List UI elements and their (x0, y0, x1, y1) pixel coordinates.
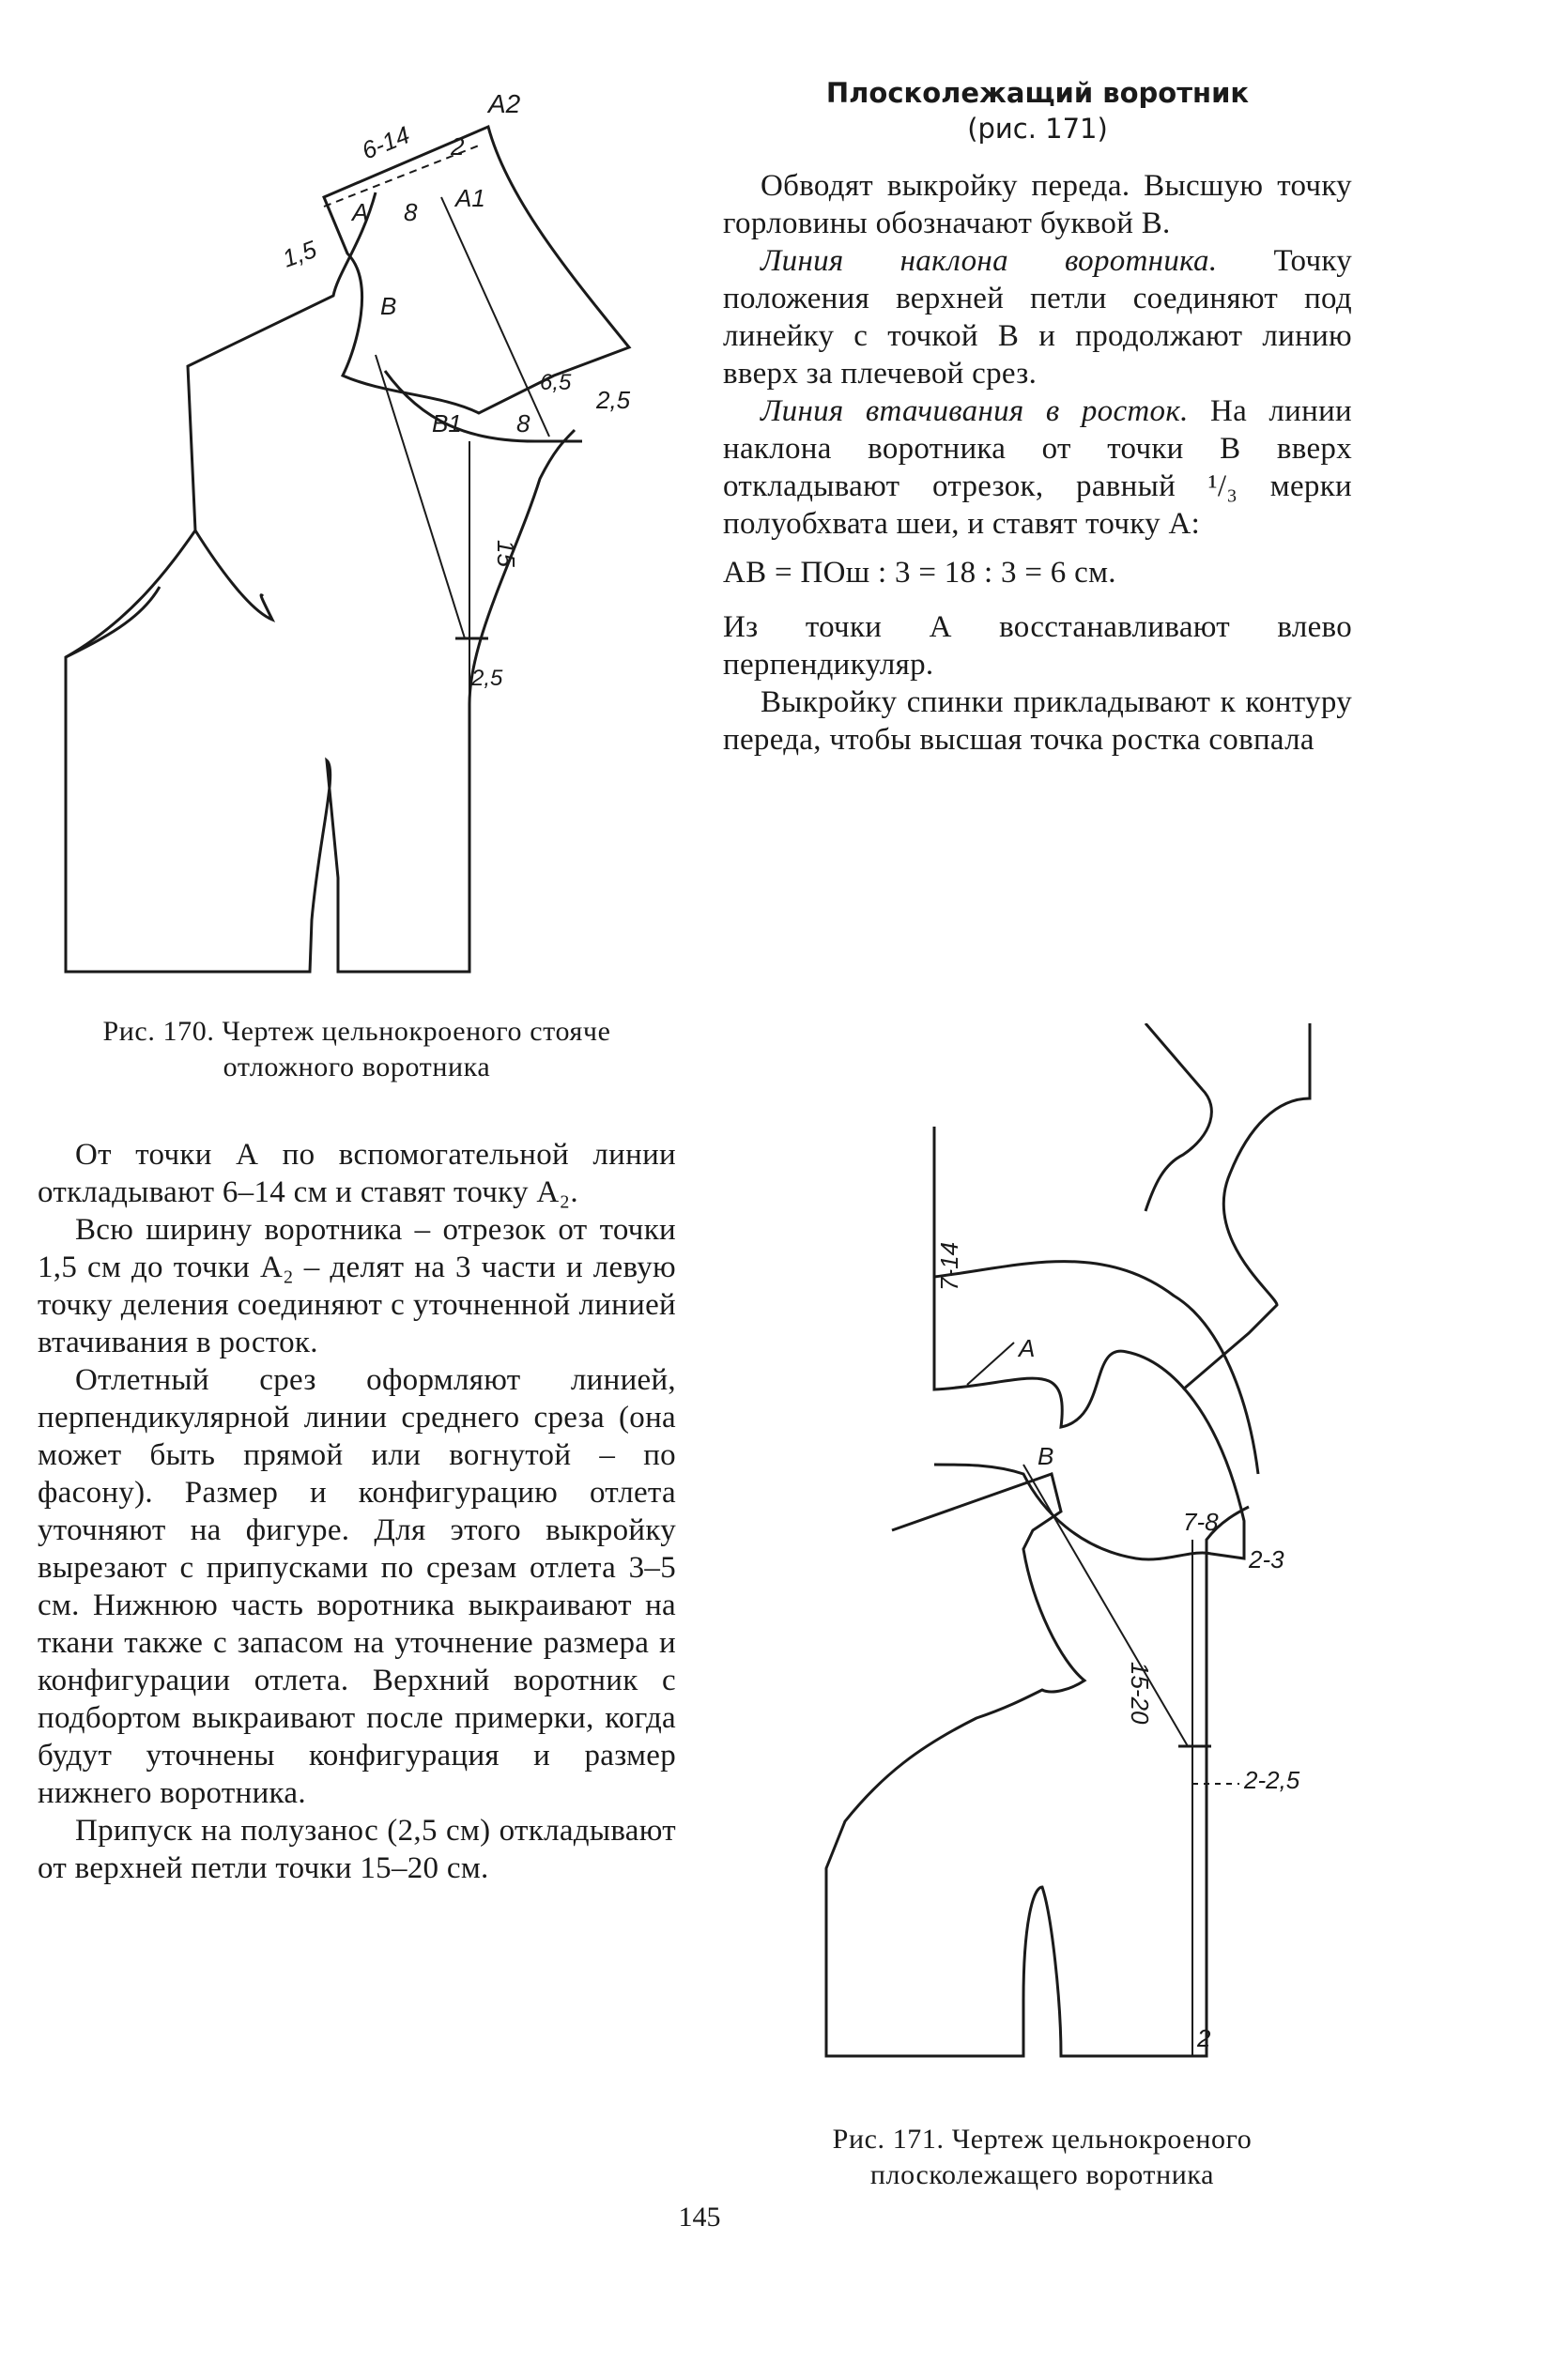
fig170-label-eight-mid: 8 (516, 409, 530, 437)
paragraph: Выкройку спинки прикладывают к контуру переда, чтобы высшая точка ростка совпала (723, 685, 1352, 757)
section-subheading: (рис. 171) (967, 113, 1108, 145)
paragraph-body: На линии наклона воротника от точки В вверх откладывают отрезок, равный ¹/₃ мерки полуобхвата шеи, и ставят точку А: (723, 394, 1352, 541)
paragraph: Обводят выкройку переда. Высшую точку горловины обозначают буквой В. (723, 169, 1352, 240)
fig171-front-outline (826, 1474, 1249, 2056)
fig170-slope-line (376, 355, 465, 638)
paragraph (723, 242, 1352, 392)
paragraph-title: Линия наклона воротника. (761, 244, 1218, 278)
figure-171-drawing (751, 1023, 1352, 2103)
fig171-slope-line (1023, 1465, 1188, 1746)
section-heading: Плосколежащий воротник (825, 77, 1250, 109)
figure-170-caption: Рис. 170. Чертеж цельнокроеного стояче отложного воротника (102, 1016, 611, 1082)
fig170-label-range: 6-14 (358, 120, 414, 165)
fig170-label-eight-top: 8 (404, 198, 418, 226)
fig170-collar-outline (324, 127, 629, 413)
fig171-label-b: В (1038, 1442, 1054, 1470)
fig170-label-a: А (352, 198, 369, 226)
fig170-label-two-five-right: 2,5 (596, 386, 631, 414)
fig170-label-two-five-low: 2,5 (471, 666, 503, 691)
fig170-side-cut (195, 530, 272, 620)
fig170-label-one-five: 1,5 (278, 235, 321, 273)
fig170-label-six-five: 6,5 (540, 370, 572, 395)
fig171-a-marker (967, 1343, 1014, 1385)
formula: АВ = ПОш : 3 = 18 : 3 = 6 см. (723, 556, 1116, 590)
fig171-label-seven-fourteen: 7-14 (935, 1241, 963, 1291)
paragraph: Припуск на полузанос (2,5 см) откладывают от верхней петли точки 15–20 см. (38, 1814, 676, 1885)
fig170-label-b: В (380, 292, 397, 320)
fig171-back-outline (1183, 1023, 1310, 1389)
fig170-label-a2: А2 (488, 89, 521, 118)
paragraph-title: Линия втачивания в росток. (761, 394, 1189, 428)
figure-170-drawing (28, 56, 714, 986)
fig171-label-fifteen-twenty: 15-20 (1126, 1662, 1154, 1725)
fig171-label-seven-eight: 7-8 (1183, 1508, 1219, 1536)
paragraph (723, 392, 1352, 543)
right-top-column (723, 75, 1352, 759)
right-top-body (723, 167, 1352, 759)
paragraph: Отлетный срез оформляют линией, перпендикулярной линии среднего среза (она может быть прямой или вогнутой – по фасону). Размер и конфигурацию отлета уточняют на фигуре. Для этого выкройку вырезают с припусками по срезам отлета 3–5 см. Нижнюю часть воротника выкраивают на ткани также с запасом на уточнение размера и конфигурации отлета. Верхний воротник с подбортом выкраивают после примерки, когда будут уточнены конфигурация и размер нижнего воротника. (38, 1363, 676, 1810)
fig170-label-fifteen: 15 (492, 540, 520, 567)
paragraph-body: Точку положения верхней петли соединяют под линейку с точкой В и продолжают линию вверх за плечевой срез. (723, 244, 1352, 391)
fig170-label-a1: А1 (455, 184, 485, 212)
fig171-back-yoke (1145, 1023, 1211, 1211)
fig170-label-two: 2 (451, 132, 465, 161)
fig171-label-a: А (1019, 1334, 1036, 1362)
paragraph: Всю ширину воротника – отрезок от точки 1,5 см до точки А₂ – делят на 3 части и левую точку деления соединяют с уточненной линией втачивания в росток. (38, 1213, 676, 1359)
fig170-armhole (66, 587, 160, 657)
fig170-aux-line (441, 197, 549, 437)
fig171-collar-outline (934, 1127, 1244, 1559)
paragraph: От точки А по вспомогательной линии откладывают 6–14 см и ставят точку А₂. (38, 1138, 676, 1209)
fig170-label-b1: В1 (432, 409, 462, 437)
fig171-label-two-three: 2-3 (1249, 1545, 1284, 1573)
paragraph: Из точки А восстанавливают влево перпендикуляр. (723, 610, 1352, 682)
fig171-label-two: 2 (1197, 2024, 1211, 2052)
page-number: 145 (678, 2202, 721, 2233)
figure-171-caption: Рис. 171. Чертеж цельнокроеного плосколежащего воротника (832, 2124, 1253, 2190)
left-bottom-column (38, 1136, 676, 1887)
fig171-label-two-two-five: 2-2,5 (1244, 1766, 1300, 1794)
fig170-front-outline (66, 192, 575, 972)
